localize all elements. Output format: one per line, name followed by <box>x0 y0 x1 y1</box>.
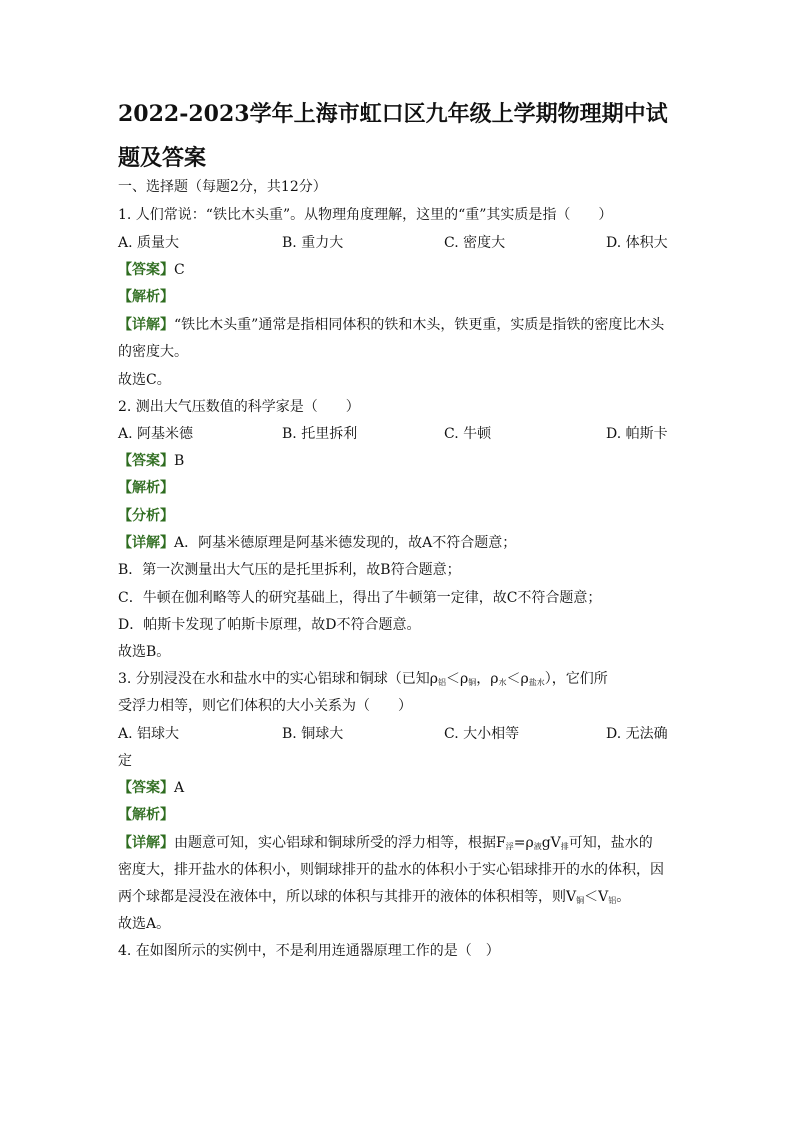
q3-option-a: A. 铝球大 <box>118 726 180 742</box>
q2-stem: 2. 测出大气压数值的科学家是（ ） <box>118 399 360 415</box>
q3-detail-line-2: 密度大，排开盐水的体积小，则铜球排开的盐水的体积小于实心铝球排开的水的体积，因 <box>118 862 664 878</box>
q1-detail-line-1: 【详解】“铁比木头重”通常是指相同体积的铁和木头，铁更重，实质是指铁的密度比木头 <box>118 317 665 333</box>
q3-option-d-continued: 定 <box>118 753 132 769</box>
q2-option-a: A. 阿基米德 <box>118 426 194 442</box>
answer-label: 【答案】 <box>118 262 174 278</box>
q1-stem: 1. 人们常说：“铁比木头重”。从物理角度理解，这里的“重”其实质是指（ ） <box>118 207 613 223</box>
detail-label: 【详解】 <box>118 317 174 333</box>
q3-conclusion: 故选A。 <box>118 916 171 932</box>
q2-option-b: B. 托里拆利 <box>282 426 358 442</box>
q2-option-c: C. 牛顿 <box>444 426 492 442</box>
q3-answer-value: A <box>174 780 185 796</box>
q1-option-c: C. 密度大 <box>444 235 506 251</box>
q3-option-d: D. 无法确 <box>606 726 668 742</box>
page-title: 2022-2023学年上海市虹口区九年级上学期物理期中试题及答案 <box>118 101 668 171</box>
q3-analysis-label: 【解析】 <box>118 807 174 823</box>
q2-analysis-label: 【解析】 <box>118 480 174 496</box>
q2-detail-line-4: D．帕斯卡发现了帕斯卡原理，故D不符合题意。 <box>118 617 421 633</box>
q3-answer: 【答案】A <box>118 780 185 796</box>
section-heading: 一、选择题（每题2分，共12分） <box>118 179 327 195</box>
q3-stem-line-1: 3. 分别浸没在水和盐水中的实心铝球和铜球（已知$\rho_铝<\rho_铜$，$\rho_水<\rho_{盐水}$），它们所 <box>118 671 608 687</box>
q1-option-a: A. 质量大 <box>118 235 180 251</box>
q2-fenxi-label: 【分析】 <box>118 508 174 524</box>
q4-stem: 4. 在如图所示的实例中，不是利用连通器原理工作的是（ ） <box>118 943 500 959</box>
q1-option-b: B. 重力大 <box>282 235 344 251</box>
q2-detail-line-3: C．牛顿在伽利略等人的研究基础上，得出了牛顿第一定律，故C不符合题意； <box>118 590 602 606</box>
q3-stem-line-2: 受浮力相等，则它们体积的大小关系为（ ） <box>118 698 412 714</box>
q2-detail-line-1: 【详解】A．阿基米德原理是阿基米德发现的，故A不符合题意； <box>118 535 517 551</box>
q2-answer-value: B <box>174 453 185 469</box>
q2-conclusion: 故选B。 <box>118 644 171 660</box>
q3-detail-line-1: 【详解】由题意可知，实心铝球和铜球所受的浮力相等，根据$F_浮=\rho_液gV_排$可知，盐水的 <box>118 835 653 851</box>
q1-answer <box>118 260 185 280</box>
q3-detail-line-3: 两个球都是浸没在液体中，所以球的体积与其排开的液体的体积相等，则$V_铜<V_铝$。 <box>118 889 631 905</box>
q1-option-d: D. 体积大 <box>606 235 668 251</box>
q1-analysis-label: 【解析】 <box>118 289 174 305</box>
q3-option-b: B. 铜球大 <box>282 726 344 742</box>
q1-detail-line-2: 的密度大。 <box>118 344 188 360</box>
q2-answer: 【答案】B <box>118 453 185 469</box>
q2-option-d: D. 帕斯卡 <box>606 426 668 442</box>
q1-conclusion: 故选C。 <box>118 372 171 388</box>
q1-answer-value: C <box>174 262 185 278</box>
q2-detail-line-2: B．第一次测量出大气压的是托里拆利，故B符合题意； <box>118 562 461 578</box>
q3-option-c: C. 大小相等 <box>444 726 520 742</box>
